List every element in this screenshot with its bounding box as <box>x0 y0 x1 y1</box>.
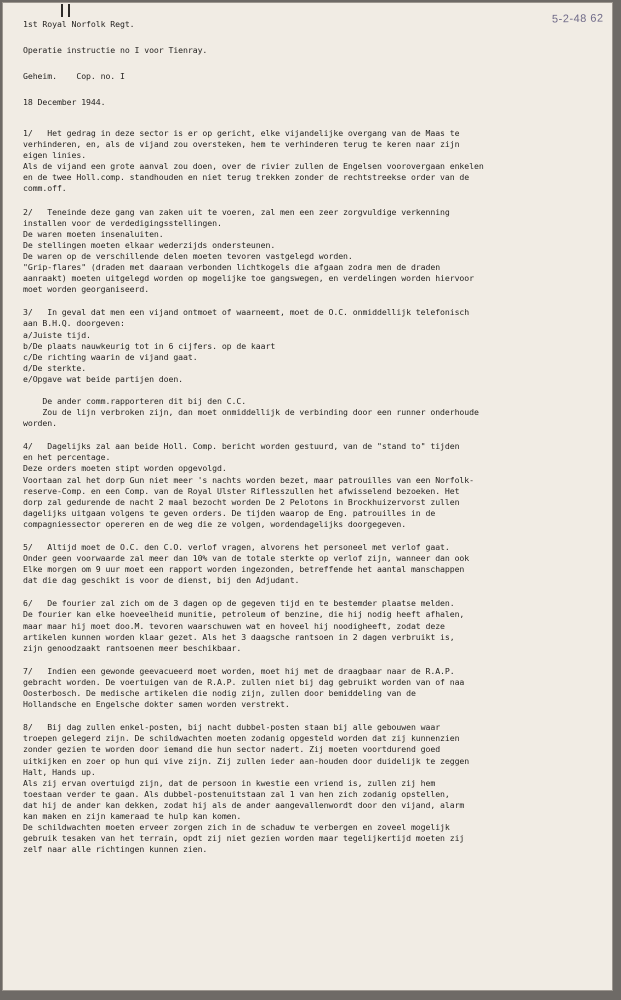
text-line: 2/ Teneinde deze gang van zaken uit te voeren, zal men een zeer zorgvuldige verkenning <box>23 206 450 217</box>
text-line: zonder gezien te worden door iemand die hun sector nadert. Zij moeten voortdurend goed <box>23 744 441 755</box>
text-line: De schildwachten moeten erveer zorgen zich in de schaduw te verbergen en zoveel mogelijk <box>23 822 450 833</box>
document-page <box>3 3 612 990</box>
text-line: e/Opgave wat beide partijen doen. <box>23 373 184 384</box>
text-line: uitkijken en zoer op hun qui vive zijn. Zij zullen ieder aan-houden door duidelijk te zeggen <box>23 755 470 766</box>
classification-line: Geheim. Cop. no. I <box>23 71 125 81</box>
text-line: toestaan verder te gaan. Als dubbel-postenuitstaan zal 1 van hen zich zodanig opstellen, <box>23 788 450 799</box>
text-line: dat hij de ander kan dekken, zodat hij als de ander aangevallenwordt door den vijand, alarm <box>23 799 465 810</box>
text-line: installen voor de verdedigingsstellingen. <box>23 217 222 228</box>
paragraph-2 <box>23 207 607 296</box>
text-line: Zou de lijn verbroken zijn, dan moet onmiddellijk de verbinding door een runner onderhoude <box>23 407 479 418</box>
document-header <box>23 19 607 108</box>
text-line: eigen linies. <box>23 150 87 161</box>
text-line: 7/ Indien een gewonde geevacueerd moet worden, moet hij met de draagbaar naar de R.A.P. <box>23 665 455 676</box>
text-line: kan maken en zijn kameraad te hulp kan komen. <box>23 810 242 821</box>
text-line: De waren op de verschillende delen moeten tevoren vastgelegd worden. <box>23 250 353 261</box>
text-line: "Grip-flares" (draden met daaraan verbonden lichtkogels die afgaan zodra men de draden <box>23 262 441 273</box>
text-line: Oosterbosch. De medische artikelen die nodig zijn, zullen door bemiddeling van de <box>23 688 416 699</box>
text-line: Als de vijand een grote aanval zou doen, over de rivier zullen de Engelsen voorovergaan enkelen <box>23 161 484 172</box>
text-line: Voortaan zal het dorp Gun niet meer 's nachts worden bezet, maar patrouilles van een Norfolk- <box>23 474 474 485</box>
text-line: compagniessector opereren en de weg die ze volgen, wordendagelijks doorgegeven. <box>23 518 407 529</box>
text-line: dagelijks uitgaan volgens te geven orders. De tijden waarop de Eng. patrouilles in de <box>23 507 436 518</box>
text-line: gebracht worden. De voertuigen van de R.A.P. zullen niet bij dag gebruikt worden van of naa <box>23 676 465 687</box>
text-line: maar maar hij moet doo.M. tevoren waarschuwen wat en hoveel hij noodigheeft, zodat deze <box>23 620 445 631</box>
text-line: moet worden georganiseerd. <box>23 284 150 295</box>
text-line: gebruik tesaken van het terrain, opdt zij niet gezien worden maar tegelijkertijd moeten zij <box>23 833 465 844</box>
text-line: 4/ Dagelijks zal aan beide Holl. Comp. bericht worden gestuurd, van de "stand to" tijden <box>23 441 460 452</box>
text-line: d/De sterkte. <box>23 362 87 373</box>
text-line: c/De richting waarin de vijand gaat. <box>23 351 198 362</box>
text-line: De stellingen moeten elkaar wederzijds ondersteunen. <box>23 239 276 250</box>
text-line: en het percentage. <box>23 452 111 463</box>
text-line: verhinderen, en, als de vijand zou oversteken, hem te verhinderen terug te keren naar zijn <box>23 139 460 150</box>
text-line: Halt, Hands up. <box>23 766 96 777</box>
text-line: dat die dag geschikt is voor de dienst, bij den Adjudant. <box>23 575 300 586</box>
text-line: Onder geen voorwaarde zal meer dan 10% van de totale sterkte op verlof zijn, wanneer dan ook <box>23 553 470 564</box>
regiment-line: 1st Royal Norfolk Regt. <box>23 19 135 29</box>
text-line: Als zij ervan overtuigd zijn, dat de persoon in kwestie een vriend is, zullen zij hem <box>23 777 436 788</box>
text-line: en de twee Holl.comp. standhouden en niet terug trekken zonder de rechtstreekse order van de <box>23 172 470 183</box>
paragraph-5 <box>23 542 607 586</box>
paragraph-3 <box>23 307 607 429</box>
text-line: 5/ Altijd moet de O.C. den C.O. verlof vragen, alvorens het personeel met verlof gaat. <box>23 542 450 552</box>
text-line: 1/ Het gedrag in deze sector is er op gericht, elke vijandelijke overgang van de Maas te <box>23 128 460 138</box>
text-line: reserve-Comp. en een Comp. van de Royal Ulster Riflesszullen het afwisselend bezoeken. Het <box>23 485 460 496</box>
text-line: Elke morgen om 9 uur moet een rapport worden ingezonden, betreffende het aantal manschappen <box>23 564 465 575</box>
text-line: aanraakt) moeten uitgelegd worden op mogelijke toe gangswegen, en verdelingen worden hiervoor <box>23 273 474 284</box>
date-line: 18 December 1944. <box>23 97 106 107</box>
text-line: dorp zal gedurende de nacht 2 maal bezocht worden De 2 Pelotons in Brockhuizervorst zullen <box>23 496 460 507</box>
text-line: 8/ Bij dag zullen enkel-posten, bij nacht dubbel-posten staan bij alle gebouwen waar <box>23 722 441 733</box>
archive-reference-number: 5-2-48 62 <box>552 12 605 26</box>
paragraph-1 <box>23 128 607 195</box>
paragraph-7 <box>23 666 607 710</box>
text-line: troepen gelegerd zijn. De schildwachten moeten zodanig opgesteld worden dat zij kunnenzien <box>23 733 460 744</box>
text-line: De fourier kan elke hoeveelheid munitie, petroleum of benzine, die hij nodig heeft afhalen, <box>23 609 465 620</box>
text-line: worden. <box>23 418 57 429</box>
text-line: aan B.H.Q. doorgeven: <box>23 318 125 329</box>
typed-document <box>23 19 607 855</box>
text-line: artikelen kunnen worden klaar gezet. Als het 3 daagsche rantsoen in 2 dagen verbruikt is, <box>23 631 455 642</box>
paragraph-4 <box>23 441 607 530</box>
text-line: Hollandsche en Engelsche dokter samen worden verstrekt. <box>23 699 290 710</box>
text-line: De ander comm.rapporteren dit bij den C.C. <box>23 395 247 406</box>
paragraph-6 <box>23 598 607 653</box>
text-line: a/Juiste tijd. <box>23 329 91 340</box>
text-line: comm.off. <box>23 183 67 194</box>
text-line: b/De plaats nauwkeurig tot in 6 cijfers. op de kaart <box>23 340 276 351</box>
text-line: De waren moeten insenaluiten. <box>23 228 164 239</box>
paragraph-8 <box>23 722 607 855</box>
text-line: Deze orders moeten stipt worden opgevolgd. <box>23 463 227 474</box>
text-line: zelf naar alle richtingen kunnen zien. <box>23 844 208 855</box>
text-line: 6/ De fourier zal zich om de 3 dagen op de gegeven tijd en te bestemder plaatse melden. <box>23 598 455 609</box>
text-line: 3/ In geval dat men een vijand ontmoet of waarneemt, moet de O.C. onmiddellijk telefonisch <box>23 307 470 318</box>
instruction-title: Operatie instructie no I voor Tienray. <box>23 45 208 55</box>
text-line: zijn genoodzaakt rantsoenen meer beschikbaar. <box>23 642 242 653</box>
handwritten-marks <box>59 3 79 19</box>
